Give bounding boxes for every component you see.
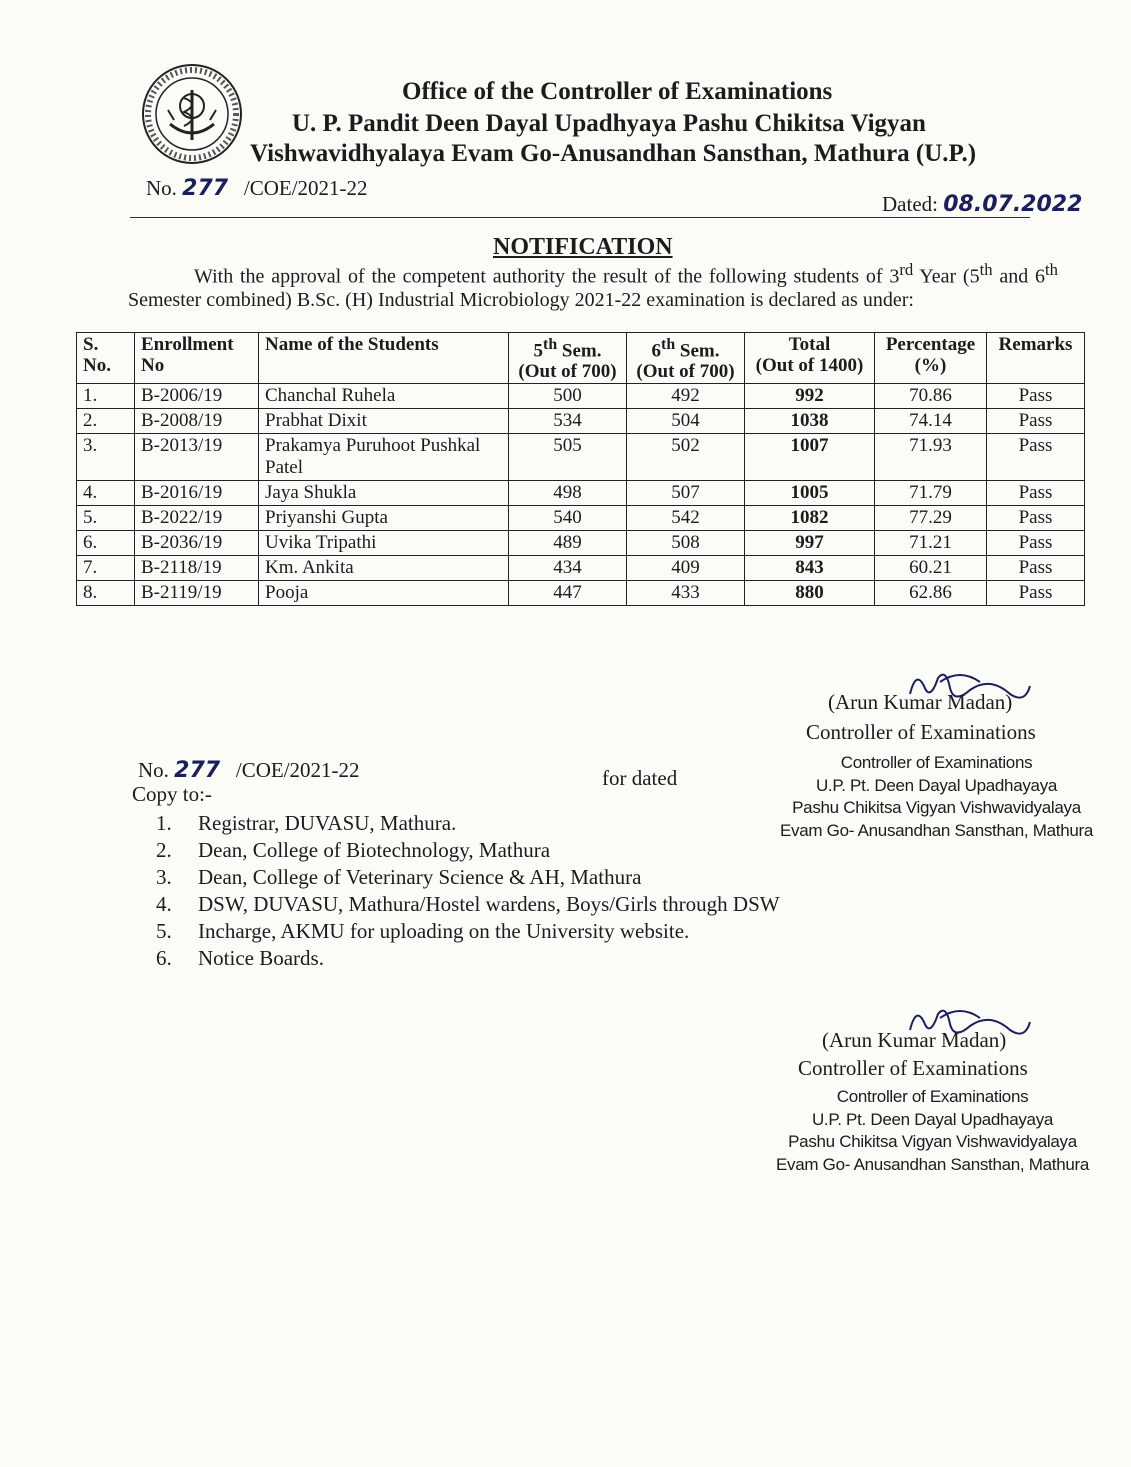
cell-remarks: Pass <box>987 531 1085 556</box>
cell-sno: 7. <box>77 556 135 581</box>
reference-number <box>146 176 368 201</box>
list-item <box>150 837 780 864</box>
cell-enrollment: B-2119/19 <box>135 581 259 606</box>
list-item-text: Notice Boards. <box>198 946 324 970</box>
cell-sno: 5. <box>77 506 135 531</box>
cell-sem6: 542 <box>627 506 745 531</box>
list-item-text: DSW, DUVASU, Mathura/Hostel wardens, Boys/Girls through DSW <box>198 892 780 916</box>
cell-name: Km. Ankita <box>259 556 509 581</box>
cell-total: 1082 <box>745 506 875 531</box>
table-header-row <box>77 333 1085 384</box>
cell-sem6: 409 <box>627 556 745 581</box>
cell-remarks: Pass <box>987 434 1085 481</box>
col-remarks: Remarks <box>987 333 1085 384</box>
ref-number-handwritten-copy: 277 <box>174 758 221 783</box>
cell-sem5: 534 <box>509 409 627 434</box>
list-item <box>150 891 780 918</box>
table-row <box>77 556 1085 581</box>
list-item <box>150 810 780 837</box>
cell-sem5: 489 <box>509 531 627 556</box>
cell-sem6: 433 <box>627 581 745 606</box>
university-name-line1: U. P. Pandit Deen Dayal Upadhyaya Pashu Chikitsa Vigyan <box>292 110 926 137</box>
cell-enrollment: B-2008/19 <box>135 409 259 434</box>
header-divider <box>130 217 1030 218</box>
university-emblem-icon <box>140 62 244 166</box>
col-sno: S. No. <box>77 333 135 384</box>
notification-paragraph <box>128 258 1058 312</box>
cell-name: Priyanshi Gupta <box>259 506 509 531</box>
cell-total: 997 <box>745 531 875 556</box>
cell-total: 843 <box>745 556 875 581</box>
cell-percentage: 60.21 <box>875 556 987 581</box>
dated-field <box>882 192 1082 217</box>
cell-remarks: Pass <box>987 409 1085 434</box>
table-row <box>77 481 1085 506</box>
cell-total: 992 <box>745 384 875 409</box>
cell-remarks: Pass <box>987 481 1085 506</box>
col-sem6: 6th Sem. (Out of 700) <box>627 333 745 384</box>
list-item-text: Incharge, AKMU for uploading on the University website. <box>198 919 690 943</box>
cell-name: Uvika Tripathi <box>259 531 509 556</box>
cell-percentage: 62.86 <box>875 581 987 606</box>
copy-to-list <box>150 810 780 972</box>
cell-sno: 3. <box>77 434 135 481</box>
para-text-b: Year (5 <box>913 265 980 288</box>
cell-percentage: 70.86 <box>875 384 987 409</box>
para-text-c: and 6 <box>992 265 1046 288</box>
office-title: Office of the Controller of Examinations <box>402 78 833 105</box>
cell-sem6: 504 <box>627 409 745 434</box>
col-total: Total (Out of 1400) <box>745 333 875 384</box>
list-item-number: 2. <box>156 838 172 862</box>
list-item-text: Registrar, DUVASU, Mathura. <box>198 811 457 835</box>
cell-remarks: Pass <box>987 581 1085 606</box>
list-item-number: 4. <box>156 892 172 916</box>
table-row <box>77 384 1085 409</box>
dated-label: Dated: <box>882 192 938 216</box>
signatory-name-1: (Arun Kumar Madan) <box>828 690 1013 714</box>
cell-percentage: 71.93 <box>875 434 987 481</box>
cell-name: Jaya Shukla <box>259 481 509 506</box>
list-item <box>150 918 780 945</box>
table-row <box>77 434 1085 481</box>
cell-total: 1038 <box>745 409 875 434</box>
cell-name: Prabhat Dixit <box>259 409 509 434</box>
para-sup-a: rd <box>899 260 914 279</box>
cell-enrollment: B-2022/19 <box>135 506 259 531</box>
cell-sem6: 507 <box>627 481 745 506</box>
cell-sno: 6. <box>77 531 135 556</box>
cell-enrollment: B-2016/19 <box>135 481 259 506</box>
cell-total: 1007 <box>745 434 875 481</box>
reference-number-copy: No. 277 /COE/2021-22 <box>138 758 360 783</box>
cell-enrollment: B-2118/19 <box>135 556 259 581</box>
signatory-title-2: Controller of Examinations <box>798 1056 1028 1080</box>
ref-prefix: No. <box>146 176 177 200</box>
cell-name: Prakamya Puruhoot Pushkal Patel <box>259 434 509 481</box>
table-row <box>77 506 1085 531</box>
cell-enrollment: B-2036/19 <box>135 531 259 556</box>
dated-value-handwritten: 08.07.2022 <box>943 192 1083 217</box>
cell-percentage: 74.14 <box>875 409 987 434</box>
list-item-number: 1. <box>156 811 172 835</box>
cell-remarks: Pass <box>987 384 1085 409</box>
cell-sno: 1. <box>77 384 135 409</box>
cell-sem6: 508 <box>627 531 745 556</box>
cell-sem5: 434 <box>509 556 627 581</box>
list-item-number: 6. <box>156 946 172 970</box>
cell-percentage: 77.29 <box>875 506 987 531</box>
cell-percentage: 71.79 <box>875 481 987 506</box>
cell-total: 1005 <box>745 481 875 506</box>
list-item-number: 5. <box>156 919 172 943</box>
cell-name: Chanchal Ruhela <box>259 384 509 409</box>
cell-enrollment: B-2013/19 <box>135 434 259 481</box>
para-text-d: Semester combined) B.Sc. (H) Industrial Microbiology 2021-22 examination is declared as under: <box>128 288 914 311</box>
table-row <box>77 409 1085 434</box>
cell-remarks: Pass <box>987 506 1085 531</box>
cell-percentage: 71.21 <box>875 531 987 556</box>
list-item-text: Dean, College of Biotechnology, Mathura <box>198 838 551 862</box>
signatory-name-2: (Arun Kumar Madan) <box>822 1028 1007 1052</box>
col-sem5: 5th Sem. (Out of 700) <box>509 333 627 384</box>
university-name-line2: Vishwavidhyalaya Evam Go-Anusandhan Sansthan, Mathura (U.P.) <box>250 140 977 167</box>
cell-sem6: 492 <box>627 384 745 409</box>
para-sup-b: th <box>979 260 993 279</box>
para-sup-c: th <box>1045 260 1058 279</box>
col-name: Name of the Students <box>259 333 509 384</box>
results-table <box>76 332 1085 606</box>
official-stamp-1: Controller of Examinations U.P. Pt. Deen Dayal Upadhayaya Pashu Chikitsa Vigyan Vishwavidyalaya Evam Go- Anusandhan Sansthan, Mathura <box>780 753 1094 840</box>
list-item-text: Dean, College of Veterinary Science & AH, Mathura <box>198 865 642 889</box>
cell-remarks: Pass <box>987 556 1085 581</box>
cell-sno: 2. <box>77 409 135 434</box>
table-row <box>77 531 1085 556</box>
cell-sem5: 447 <box>509 581 627 606</box>
ref-suffix: /COE/2021-22 <box>243 176 368 200</box>
signatory-title-1: Controller of Examinations <box>806 720 1036 744</box>
for-dated-label: for dated <box>602 766 678 790</box>
cell-sno: 4. <box>77 481 135 506</box>
cell-sem5: 505 <box>509 434 627 481</box>
cell-total: 880 <box>745 581 875 606</box>
cell-sem5: 498 <box>509 481 627 506</box>
copy-to-label: Copy to:- <box>132 782 212 806</box>
cell-sem5: 540 <box>509 506 627 531</box>
list-item-number: 3. <box>156 865 172 889</box>
notification-title: NOTIFICATION <box>493 234 673 260</box>
col-percentage: Percentage (%) <box>875 333 987 384</box>
cell-sem6: 502 <box>627 434 745 481</box>
cell-enrollment: B-2006/19 <box>135 384 259 409</box>
para-text-a: With the approval of the competent authority the result of the following students of 3 <box>194 265 900 288</box>
cell-sem5: 500 <box>509 384 627 409</box>
cell-sno: 8. <box>77 581 135 606</box>
list-item <box>150 864 780 891</box>
list-item <box>150 945 780 972</box>
col-enrollment: Enrollment No <box>135 333 259 384</box>
ref-number-handwritten: 277 <box>182 176 229 201</box>
official-stamp-2: Controller of Examinations U.P. Pt. Deen Dayal Upadhayaya Pashu Chikitsa Vigyan Vishwavidyalaya Evam Go- Anusandhan Sansthan, Mathura <box>776 1087 1090 1174</box>
table-row <box>77 581 1085 606</box>
cell-name: Pooja <box>259 581 509 606</box>
